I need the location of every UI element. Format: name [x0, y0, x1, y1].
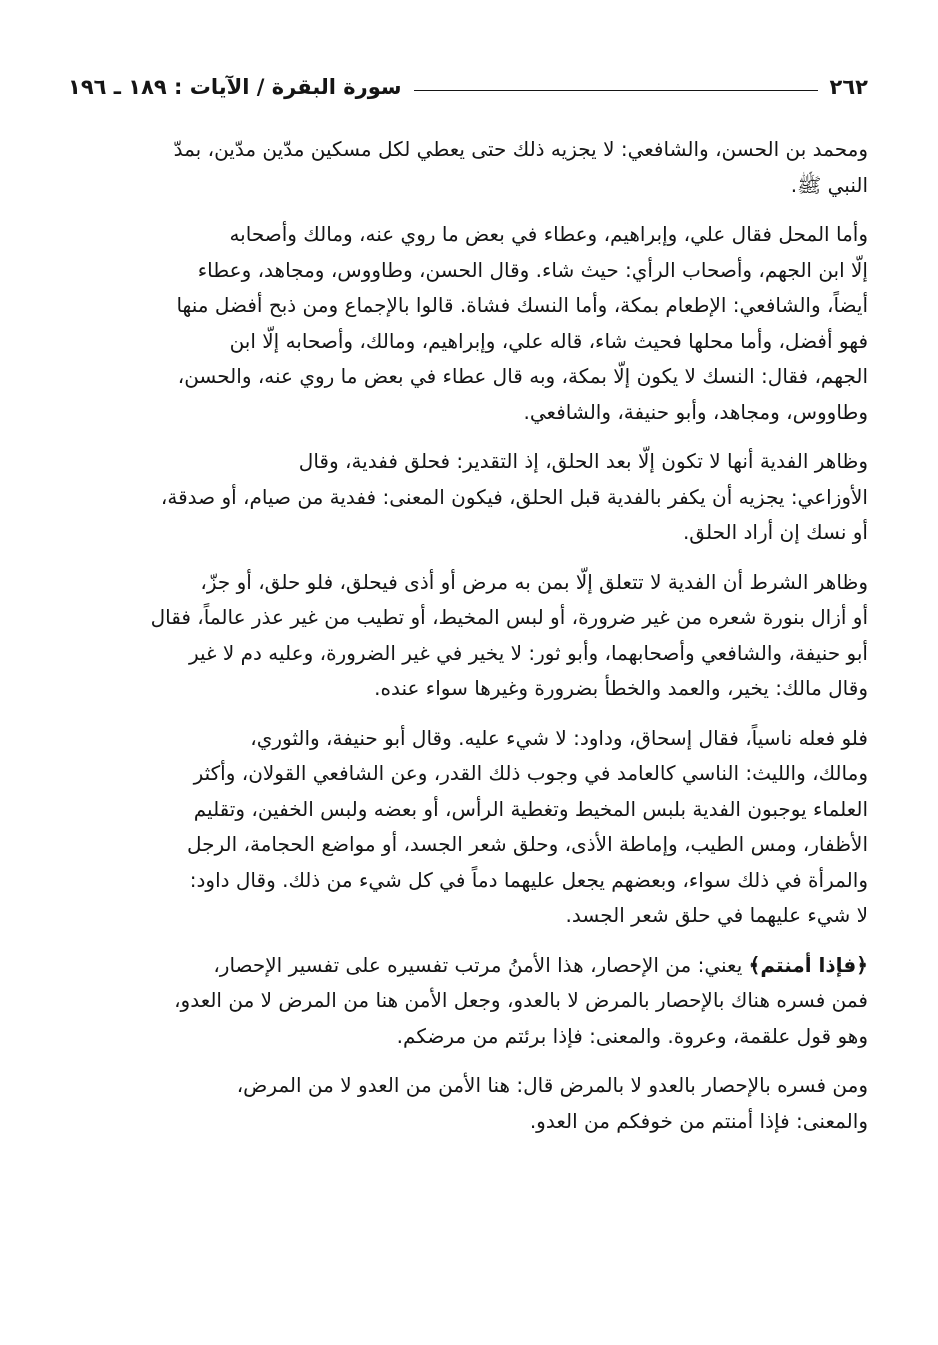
book-page [68, 72, 868, 1153]
paragraph: وظاهر الشرط أن الفدية لا تتعلق إلّا بمن به مرض أو أذى فيحلق، فلو حلق، أو جزّ، أو أزال بنورة شعره من غير ضرورة، أو لبس المخيط، أو تطيب من غير عذر عالماً، فقال أبو حنيفة، والشافعي وأصحابهما، وأبو ثور: لا يخير في غير الضرورة، وعليه دم لا غير وقال مالك: يخير، والعمد والخطأ بضرورة وغيرها سواء عنده. [150, 569, 868, 700]
page-number: ٢٦٢ [829, 75, 868, 99]
paragraph: وظاهر الفدية أنها لا تكون إلّا بعد الحلق، إذ التقدير: فحلق ففدية، وقال الأوزاعي: يجزيه أن يكفر بالفدية قبل الحلق، فيكون المعنى: ففدية من صيام، أو صدقة، أو نسك إن أراد الحلق. [160, 449, 868, 544]
header-rule [414, 90, 818, 91]
page-body [68, 132, 868, 1139]
paragraph: وأما المحل فقال علي، وإبراهيم، وعطاء في بعض ما روي عنه، ومالك وأصحابه إلّا ابن الجهم، وأصحاب الرأي: حيث شاء. وقال الحسن، وطاووس، ومجاهد، وعطاء أيضاً، والشافعي: الإطعام بمكة، وأما النسك فشاة. قالوا بالإجماع ومن ذبح أفضل منها فهو أفضل، وأما محلها فحيث شاء، قاله علي، وإبراهيم، ومالك، وأصحابه إلّا ابن الجهم، فقال: النسك لا يكون إلّا بمكة، وبه قال عطاء في بعض ما روي عنه، والحسن، وطاووس، ومجاهد، وأبو حنيفة، والشافعي. [176, 222, 868, 424]
page-header [68, 72, 868, 102]
paragraph: ومحمد بن الحسن، والشافعي: لا يجزيه ذلك حتى يعطي لكل مسكين مدّين مدّين، بمدّ النبي ﷺ. [173, 137, 868, 197]
paragraph-text: يعني: من الإحصار، هذا الأمنُ مرتب تفسيره على تفسير الإحصار، فمن فسره هناك بالإحصار بالمرض لا بالعدو، وجعل الأمن هنا من المرض لا من العدو، وهو قول علقمة، وعروة. والمعنى: فإذا برئتم من مرضكم. [174, 952, 868, 1048]
paragraph [68, 948, 868, 1055]
paragraph: ومن فسره بالإحصار بالعدو لا بالمرض قال: هنا الأمن من العدو لا من المرض، والمعنى: فإذا أمنتم من خوفكم من العدو. [236, 1073, 868, 1133]
running-title: سورة البقرة / الآيات : ١٨٩ ـ ١٩٦ [68, 75, 402, 99]
paragraph: فلو فعله ناسياً، فقال إسحاق، وداود: لا شيء عليه. وقال أبو حنيفة، والثوري، ومالك، والليث: الناسي كالعامد في وجوب ذلك القدر، وعن الشافعي القولان، وأكثر العلماء يوجبون الفدية بلبس المخيط وتغطية الرأس، أو بعضه ولبس الخفين، وتقليم الأظفار، ومس الطيب، وإماطة الأذى، وحلق شعر الجسد، أو مواضع الحجامة، الرجل والمرأة في ذلك سواء، وبعضهم يجعل عليهما دماً في كل شيء من ذلك. وقال داود: لا شيء عليهما في حلق شعر الجسد. [186, 725, 868, 927]
quran-quote: ﴿فإذا أمنتم﴾ [748, 952, 868, 977]
